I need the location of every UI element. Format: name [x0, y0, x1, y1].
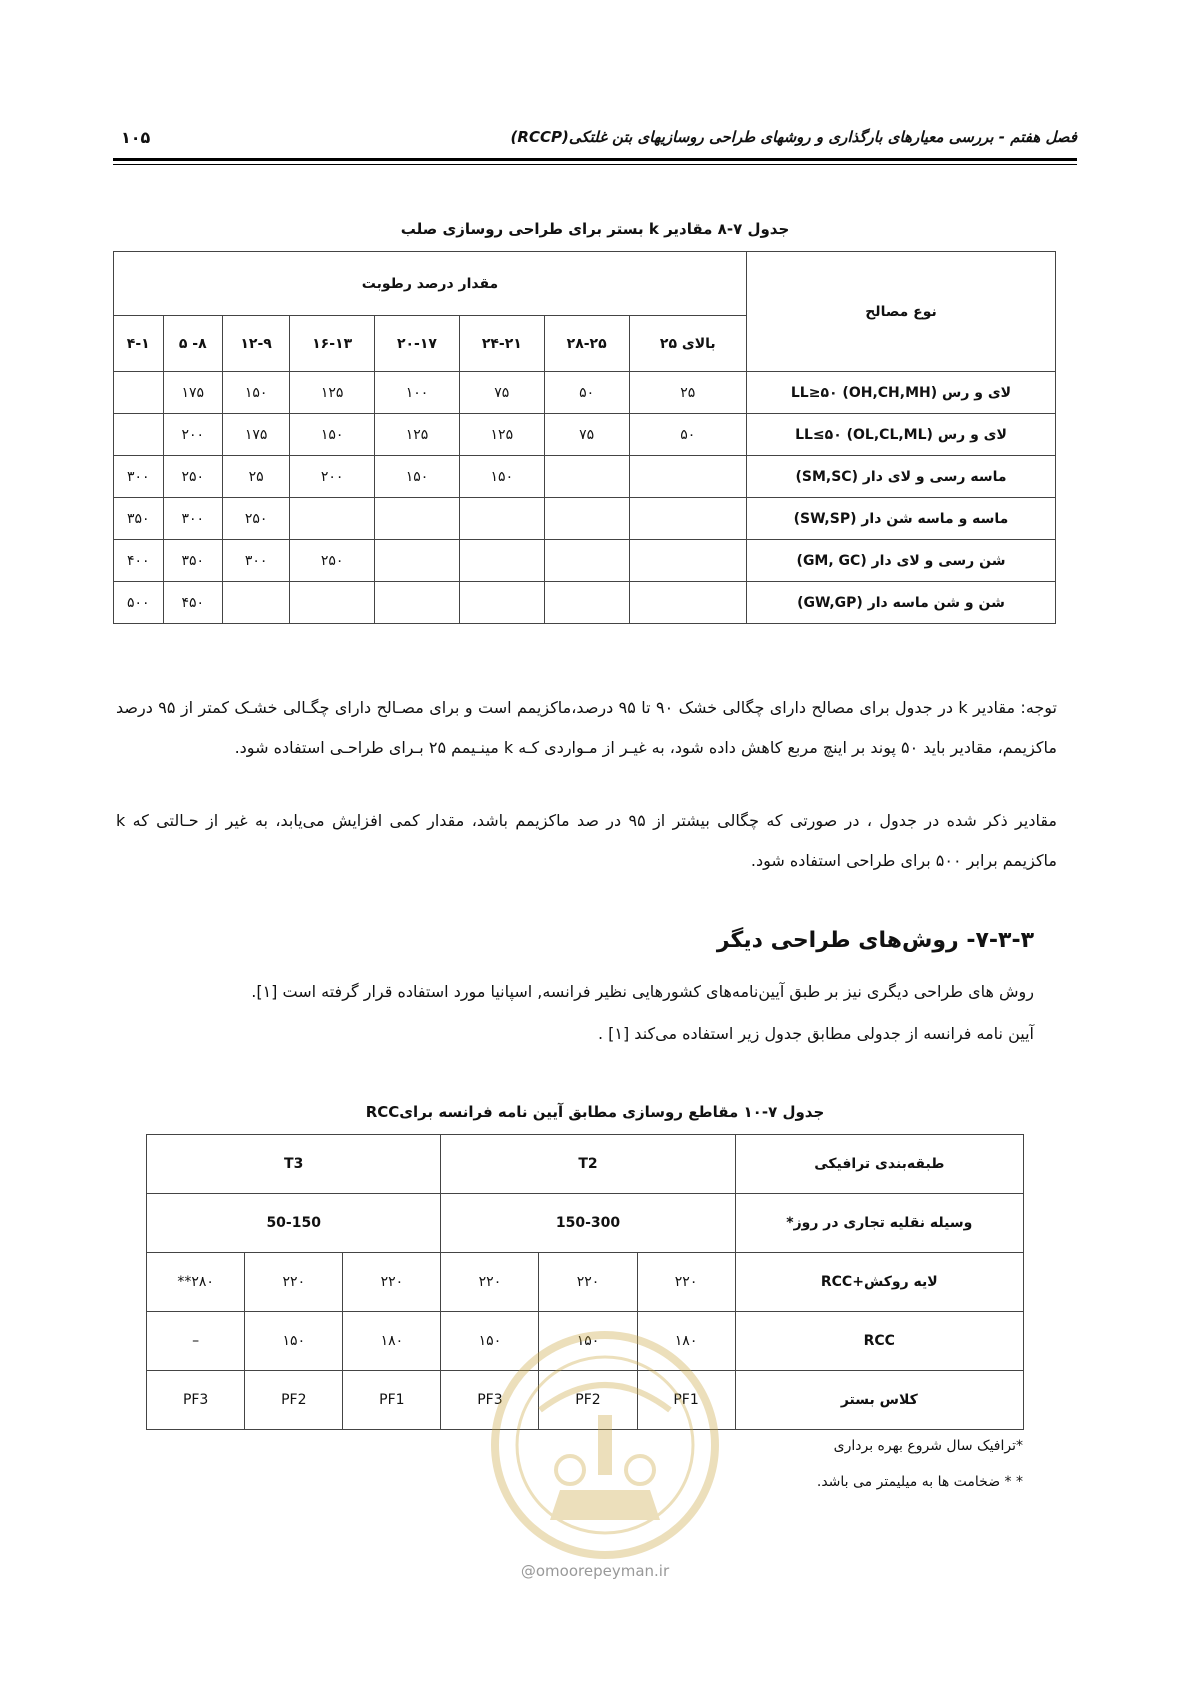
k-value-cell: ۱۲۵ [290, 372, 375, 414]
k-value-cell [290, 582, 375, 624]
k-value-cell: ۳۰۰ [163, 498, 223, 540]
table-row [114, 414, 1056, 456]
table-row [147, 1253, 1024, 1312]
k-value-cell [544, 540, 629, 582]
value-cell: ۱۸۰ [343, 1312, 441, 1371]
table-row [114, 582, 1056, 624]
row-label-cell: طبقه‌بندی ترافیکی [735, 1135, 1023, 1194]
french-code-paragraph: آیین نامه فرانسه از جدولی مطابق جدول زیر استفاده می‌کند [۱] . [597, 1024, 1034, 1043]
k-value-cell: ۱۵۰ [290, 414, 375, 456]
group-cell: T3 [147, 1135, 441, 1194]
k-value-cell [223, 582, 290, 624]
k-value-cell [629, 456, 746, 498]
row-label-cell: RCC [735, 1312, 1023, 1371]
value-cell: ۱۵۰ [539, 1312, 637, 1371]
chapter-title: فصل هفتم - بررسی معیارهای بارگذاری و روشهای طراحی روسازیهای بتن غلتکی(RCCP) [510, 128, 1077, 146]
k-value-cell: ۵۰ [629, 414, 746, 456]
k-value-cell: ۱۰۰ [375, 372, 460, 414]
page-number: ۱۰۵ [121, 128, 151, 147]
other-methods-paragraph: روش های طراحی دیگری نیز بر طبق آیین‌نامه‌های کشورهایی نظیر فرانسه, اسپانیا مورد استفاده قرار گرفته است [۱]. [251, 982, 1034, 1001]
k-value-cell: ۲۵۰ [163, 456, 223, 498]
value-cell: ۲۲۰ [539, 1253, 637, 1312]
k-value-cell: ۷۵ [544, 414, 629, 456]
table-row [114, 456, 1056, 498]
k-value-cell: ۲۵ [629, 372, 746, 414]
value-cell: PF3 [147, 1371, 245, 1430]
value-cell: ۲۸۰** [147, 1253, 245, 1312]
k-value-cell: ۳۰۰ [114, 456, 164, 498]
k-value-cell: ۲۵۰ [223, 498, 290, 540]
value-cell: PF2 [539, 1371, 637, 1430]
value-cell: PF1 [343, 1371, 441, 1430]
value-cell: ۲۲۰ [441, 1253, 539, 1312]
density-paragraph: مقادیر ذکر شده در جدول ، در صورتی که چگالی بیشتر از ۹۵ در صد ماکزیمم باشد، مقدار کمی افزایش می‌یابد، به غیر از حـالتی که k ماکزیمم برابر ۵۰۰ برای طراحی استفاده شود. [116, 811, 1057, 870]
k-value-cell: ۱۷۵ [163, 372, 223, 414]
value-cell: ۲۲۰ [343, 1253, 441, 1312]
material-cell: ماسه رسی و لای دار (SM,SC) [747, 456, 1056, 498]
k-value-cell [114, 372, 164, 414]
k-value-cell [375, 498, 460, 540]
watermark-url: @omoorepeyman.ir [520, 1562, 670, 1580]
k-value-cell: ۵۰۰ [114, 582, 164, 624]
k-value-cell: ۱۲۵ [459, 414, 544, 456]
table-row [114, 498, 1056, 540]
table-row [147, 1135, 1024, 1194]
k-value-cell: ۴۵۰ [163, 582, 223, 624]
k-value-cell: ۲۰۰ [163, 414, 223, 456]
row-label-cell: کلاس بستر [735, 1371, 1023, 1430]
k-value-cell [544, 582, 629, 624]
k-value-cell: ۳۰۰ [223, 540, 290, 582]
value-cell: ۱۵۰ [245, 1312, 343, 1371]
footnote-thickness: * * ضخامت ها به میلیمتر می باشد. [816, 1474, 1023, 1490]
header-rule-thick [113, 158, 1077, 161]
material-cell: لای و رس (OL,CL,ML) LL≤۵۰ [747, 414, 1056, 456]
value-cell: ۲۲۰ [637, 1253, 735, 1312]
material-cell: شن و شن ماسه دار (GW,GP) [747, 582, 1056, 624]
k-value-cell: ۱۵۰ [459, 456, 544, 498]
footnote-traffic: *ترافیک سال شروع بهره برداری [833, 1438, 1023, 1454]
value-cell: ۱۵۰ [441, 1312, 539, 1371]
moisture-range-header: ۸- ۵ [163, 316, 223, 372]
value-cell: – [147, 1312, 245, 1371]
value-cell: PF3 [441, 1371, 539, 1430]
k-value-cell [459, 582, 544, 624]
note-paragraph: توجه: مقادیر k در جدول برای مصالح دارای چگالی خشک ۹۰ تا ۹۵ درصد،ماکزیمم است و برای مصـالح دارای چگـالی خشـک کمتر از ۹۵ درصد ماکزیمم، مقادیر باید ۵۰ پوند بر اینچ مربع کاهش داده شود، به غیـر از مـواردی کـه k مینـیمم ۲۵ بـرای طراحـی استفاده شود. [116, 698, 1058, 757]
moisture-range-header: ۱۶-۱۳ [290, 316, 375, 372]
moisture-range-header: ۲۰-۱۷ [375, 316, 460, 372]
k-value-cell [459, 498, 544, 540]
table2-caption: جدول ۷-۱۰ مقاطع روسازی مطابق آیین نامه فرانسه برایRCC [365, 1103, 825, 1121]
k-value-cell: ۳۵۰ [114, 498, 164, 540]
moisture-range-header: ۱۲-۹ [223, 316, 290, 372]
row-label-cell: وسیله نقلیه تجاری در روز* [735, 1194, 1023, 1253]
k-value-cell: ۲۵ [223, 456, 290, 498]
k-value-cell: ۱۷۵ [223, 414, 290, 456]
k-value-cell [544, 456, 629, 498]
value-cell: PF2 [245, 1371, 343, 1430]
value-cell: PF1 [637, 1371, 735, 1430]
group-cell: T2 [441, 1135, 735, 1194]
material-cell: شن رسی و لای دار (GM, GC) [747, 540, 1056, 582]
moisture-range-header: ۲۴-۲۱ [459, 316, 544, 372]
moisture-header: مقدار درصد رطوبت [114, 252, 747, 316]
moisture-range-header: ۴-۱ [114, 316, 164, 372]
k-value-cell: ۷۵ [459, 372, 544, 414]
k-value-cell [544, 498, 629, 540]
watermark-seal-icon [480, 1320, 730, 1580]
k-value-cell: ۳۵۰ [163, 540, 223, 582]
material-cell: لای و رس (OH,CH,MH) LL≥۵۰ [747, 372, 1056, 414]
header-rule-thin [113, 164, 1077, 165]
k-value-cell: ۱۵۰ [375, 456, 460, 498]
group-cell: 50-150 [147, 1194, 441, 1253]
k-value-cell [629, 582, 746, 624]
table-row [114, 540, 1056, 582]
moisture-range-header: بالای ۲۵ [629, 316, 746, 372]
material-header: نوع مصالح [747, 252, 1056, 372]
row-label-cell: لایه روکش+RCC [735, 1253, 1023, 1312]
section-heading: ۷-۳-۳- روش‌های طراحی دیگر [716, 928, 1034, 953]
k-values-table [113, 251, 1056, 624]
group-cell: 150-300 [441, 1194, 735, 1253]
k-value-cell: ۱۲۵ [375, 414, 460, 456]
material-cell: ماسه و ماسه شن دار (SW,SP) [747, 498, 1056, 540]
value-cell: ۱۸۰ [637, 1312, 735, 1371]
k-value-cell: ۲۰۰ [290, 456, 375, 498]
table-row [114, 372, 1056, 414]
k-value-cell: ۲۵۰ [290, 540, 375, 582]
k-value-cell [629, 498, 746, 540]
k-value-cell [375, 582, 460, 624]
k-value-cell [114, 414, 164, 456]
k-value-cell [290, 498, 375, 540]
k-value-cell: ۵۰ [544, 372, 629, 414]
moisture-range-header: ۲۸-۲۵ [544, 316, 629, 372]
k-value-cell [629, 540, 746, 582]
table1-caption: جدول ۷-۸ مقادیر k بستر برای طراحی روسازی صلب [400, 220, 790, 238]
k-value-cell [459, 540, 544, 582]
k-value-cell: ۴۰۰ [114, 540, 164, 582]
k-value-cell: ۱۵۰ [223, 372, 290, 414]
value-cell: ۲۲۰ [245, 1253, 343, 1312]
table-row [147, 1194, 1024, 1253]
k-value-cell [375, 540, 460, 582]
